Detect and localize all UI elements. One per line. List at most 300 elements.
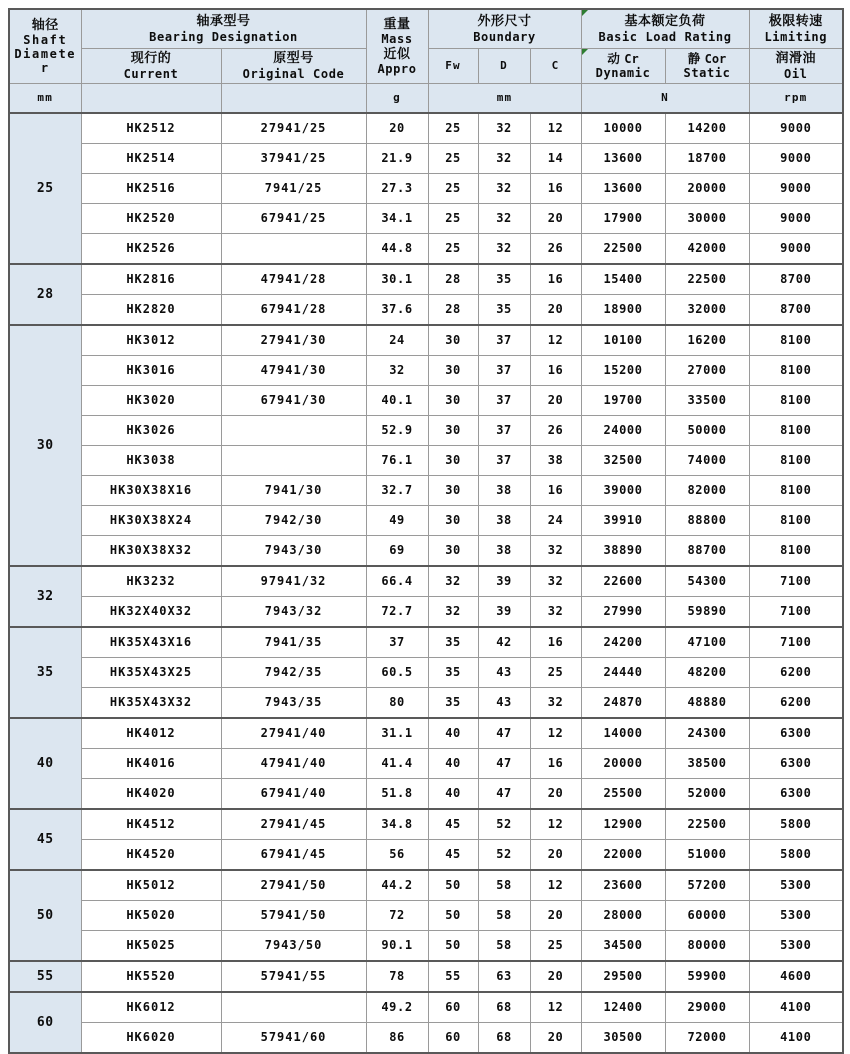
dynamic-load-cell[interactable]: 24440 [581, 658, 665, 688]
static-load-cell[interactable]: 20000 [665, 174, 749, 204]
static-load-cell[interactable]: 59890 [665, 597, 749, 628]
bearing-current-code-cell[interactable]: HK4512 [81, 809, 221, 840]
dynamic-load-cell[interactable]: 39910 [581, 506, 665, 536]
outer-diameter-cell[interactable]: 58 [478, 870, 530, 901]
fw-cell[interactable]: 35 [428, 658, 478, 688]
header-d-label: D [500, 58, 508, 72]
static-load-cell[interactable]: 54300 [665, 566, 749, 597]
fw-cell[interactable]: 28 [428, 264, 478, 295]
static-load-cell[interactable]: 50000 [665, 416, 749, 446]
static-load-cell[interactable]: 38500 [665, 749, 749, 779]
dynamic-load-cell[interactable]: 29500 [581, 961, 665, 992]
mass-cell[interactable]: 69 [366, 536, 428, 567]
outer-diameter-cell[interactable]: 58 [478, 931, 530, 962]
fw-cell[interactable]: 32 [428, 566, 478, 597]
bearing-original-code-cell[interactable]: 67941/45 [221, 840, 366, 871]
limiting-speed-cell[interactable]: 8100 [749, 325, 843, 356]
shaft-diameter-cell[interactable]: 28 [9, 264, 81, 325]
limiting-speed-cell[interactable]: 4100 [749, 992, 843, 1023]
bearing-current-code-cell[interactable]: HK4016 [81, 749, 221, 779]
outer-diameter-cell[interactable]: 63 [478, 961, 530, 992]
outer-diameter-cell[interactable]: 38 [478, 476, 530, 506]
bearing-original-code-cell[interactable]: 67941/25 [221, 204, 366, 234]
outer-diameter-cell[interactable]: 43 [478, 658, 530, 688]
bearing-original-code-cell[interactable]: 7943/50 [221, 931, 366, 962]
static-load-cell[interactable]: 52000 [665, 779, 749, 810]
static-load-cell[interactable]: 24300 [665, 718, 749, 749]
outer-diameter-cell[interactable]: 37 [478, 325, 530, 356]
shaft-diameter-cell[interactable]: 60 [9, 992, 81, 1053]
static-load-cell[interactable]: 51000 [665, 840, 749, 871]
bearing-original-code-cell[interactable]: 27941/50 [221, 870, 366, 901]
bearing-original-code-cell[interactable]: 47941/40 [221, 749, 366, 779]
bearing-current-code-cell[interactable]: HK3020 [81, 386, 221, 416]
static-load-cell[interactable]: 47100 [665, 627, 749, 658]
dynamic-load-cell[interactable]: 34500 [581, 931, 665, 962]
dynamic-load-cell[interactable]: 12400 [581, 992, 665, 1023]
bearing-original-code-cell[interactable]: 7941/35 [221, 627, 366, 658]
bearing-original-code-cell[interactable]: 7943/35 [221, 688, 366, 719]
header-unit-mass-label: g [393, 90, 401, 104]
dynamic-load-cell[interactable]: 22600 [581, 566, 665, 597]
outer-diameter-cell[interactable]: 39 [478, 597, 530, 628]
limiting-speed-cell[interactable]: 4600 [749, 961, 843, 992]
mass-cell[interactable]: 32.7 [366, 476, 428, 506]
width-cell[interactable]: 20 [530, 1023, 581, 1054]
width-cell[interactable]: 20 [530, 840, 581, 871]
fw-cell[interactable]: 50 [428, 931, 478, 962]
fw-cell[interactable]: 55 [428, 961, 478, 992]
outer-diameter-cell[interactable]: 47 [478, 779, 530, 810]
width-cell[interactable]: 24 [530, 506, 581, 536]
fw-cell[interactable]: 25 [428, 144, 478, 174]
mass-cell[interactable]: 56 [366, 840, 428, 871]
bearing-current-code-cell[interactable]: HK35X43X25 [81, 658, 221, 688]
width-cell[interactable]: 14 [530, 144, 581, 174]
limiting-speed-cell[interactable]: 7100 [749, 627, 843, 658]
dynamic-load-cell[interactable]: 24000 [581, 416, 665, 446]
bearing-current-code-cell[interactable]: HK3012 [81, 325, 221, 356]
mass-cell[interactable]: 37.6 [366, 295, 428, 326]
dynamic-load-cell[interactable]: 39000 [581, 476, 665, 506]
bearing-current-code-cell[interactable]: HK2514 [81, 144, 221, 174]
limiting-speed-cell[interactable]: 7100 [749, 566, 843, 597]
outer-diameter-cell[interactable]: 32 [478, 113, 530, 144]
fw-cell[interactable]: 50 [428, 870, 478, 901]
width-cell[interactable]: 16 [530, 174, 581, 204]
bearing-original-code-cell[interactable]: 7941/25 [221, 174, 366, 204]
shaft-diameter-cell[interactable]: 45 [9, 809, 81, 870]
width-cell[interactable]: 12 [530, 992, 581, 1023]
mass-cell[interactable]: 76.1 [366, 446, 428, 476]
dynamic-load-cell[interactable]: 12900 [581, 809, 665, 840]
width-cell[interactable]: 20 [530, 386, 581, 416]
fw-cell[interactable]: 30 [428, 536, 478, 567]
limiting-speed-cell[interactable]: 9000 [749, 234, 843, 265]
fw-cell[interactable]: 28 [428, 295, 478, 326]
bearing-current-code-cell[interactable]: HK4020 [81, 779, 221, 810]
width-cell[interactable]: 20 [530, 779, 581, 810]
mass-cell[interactable]: 21.9 [366, 144, 428, 174]
width-cell[interactable]: 12 [530, 870, 581, 901]
dynamic-load-cell[interactable]: 15200 [581, 356, 665, 386]
bearing-original-code-cell[interactable] [221, 416, 366, 446]
dynamic-load-cell[interactable]: 13600 [581, 144, 665, 174]
outer-diameter-cell[interactable]: 32 [478, 174, 530, 204]
dynamic-load-cell[interactable]: 13600 [581, 174, 665, 204]
static-load-cell[interactable]: 18700 [665, 144, 749, 174]
shaft-diameter-cell[interactable]: 32 [9, 566, 81, 627]
limiting-speed-cell[interactable]: 9000 [749, 174, 843, 204]
outer-diameter-cell[interactable]: 52 [478, 809, 530, 840]
mass-cell[interactable]: 78 [366, 961, 428, 992]
static-load-cell[interactable]: 48880 [665, 688, 749, 719]
mass-cell[interactable]: 27.3 [366, 174, 428, 204]
header-original-code [221, 49, 366, 84]
dynamic-load-cell[interactable]: 18900 [581, 295, 665, 326]
mass-cell[interactable]: 49 [366, 506, 428, 536]
outer-diameter-cell[interactable]: 47 [478, 718, 530, 749]
bearing-current-code-cell[interactable]: HK6012 [81, 992, 221, 1023]
limiting-speed-cell[interactable]: 5800 [749, 809, 843, 840]
header-original-code-en: Original Code [242, 66, 345, 81]
bearing-current-code-cell[interactable]: HK4520 [81, 840, 221, 871]
outer-diameter-cell[interactable]: 37 [478, 446, 530, 476]
dynamic-load-cell[interactable]: 14000 [581, 718, 665, 749]
shaft-diameter-cell[interactable]: 55 [9, 961, 81, 992]
outer-diameter-cell[interactable]: 52 [478, 840, 530, 871]
outer-diameter-cell[interactable]: 35 [478, 295, 530, 326]
bearing-current-code-cell[interactable]: HK30X38X16 [81, 476, 221, 506]
mass-cell[interactable]: 72 [366, 901, 428, 931]
limiting-speed-cell[interactable]: 7100 [749, 597, 843, 628]
bearing-current-code-cell[interactable]: HK35X43X16 [81, 627, 221, 658]
shaft-diameter-cell[interactable]: 25 [9, 113, 81, 264]
dynamic-load-cell[interactable]: 20000 [581, 749, 665, 779]
fw-cell[interactable]: 30 [428, 416, 478, 446]
mass-cell[interactable]: 41.4 [366, 749, 428, 779]
dynamic-load-cell[interactable]: 15400 [581, 264, 665, 295]
fw-cell[interactable]: 30 [428, 325, 478, 356]
static-load-cell[interactable]: 48200 [665, 658, 749, 688]
outer-diameter-cell[interactable]: 43 [478, 688, 530, 719]
mass-cell[interactable]: 30.1 [366, 264, 428, 295]
mass-cell[interactable]: 31.1 [366, 718, 428, 749]
bearing-original-code-cell[interactable]: 7942/30 [221, 506, 366, 536]
table-row [9, 536, 843, 567]
outer-diameter-cell[interactable]: 42 [478, 627, 530, 658]
bearing-original-code-cell[interactable]: 57941/60 [221, 1023, 366, 1054]
limiting-speed-cell[interactable]: 9000 [749, 113, 843, 144]
fw-cell[interactable]: 25 [428, 113, 478, 144]
fw-cell[interactable]: 25 [428, 174, 478, 204]
static-load-cell[interactable]: 88700 [665, 536, 749, 567]
bearing-original-code-cell[interactable]: 57941/50 [221, 901, 366, 931]
mass-cell[interactable]: 90.1 [366, 931, 428, 962]
width-cell[interactable]: 20 [530, 901, 581, 931]
static-load-cell[interactable]: 33500 [665, 386, 749, 416]
limiting-speed-cell[interactable]: 5300 [749, 870, 843, 901]
static-load-cell[interactable]: 32000 [665, 295, 749, 326]
bearing-original-code-cell[interactable] [221, 992, 366, 1023]
bearing-original-code-cell[interactable]: 67941/30 [221, 386, 366, 416]
static-load-cell[interactable]: 59900 [665, 961, 749, 992]
limiting-speed-cell[interactable]: 6300 [749, 718, 843, 749]
bearing-original-code-cell[interactable]: 7942/35 [221, 658, 366, 688]
bearing-original-code-cell[interactable]: 47941/28 [221, 264, 366, 295]
dynamic-load-cell[interactable]: 22000 [581, 840, 665, 871]
width-cell[interactable]: 16 [530, 749, 581, 779]
fw-cell[interactable]: 35 [428, 688, 478, 719]
width-cell[interactable]: 32 [530, 536, 581, 567]
static-load-cell[interactable]: 80000 [665, 931, 749, 962]
limiting-speed-cell[interactable]: 8100 [749, 416, 843, 446]
width-cell[interactable]: 20 [530, 961, 581, 992]
limiting-speed-cell[interactable]: 6300 [749, 749, 843, 779]
static-load-cell[interactable]: 74000 [665, 446, 749, 476]
outer-diameter-cell[interactable]: 58 [478, 901, 530, 931]
dynamic-load-cell[interactable]: 19700 [581, 386, 665, 416]
mass-cell[interactable]: 24 [366, 325, 428, 356]
mass-cell[interactable]: 51.8 [366, 779, 428, 810]
bearing-current-code-cell[interactable]: HK35X43X32 [81, 688, 221, 719]
table-row [9, 566, 843, 597]
bearing-original-code-cell[interactable]: 7941/30 [221, 476, 366, 506]
fw-cell[interactable]: 60 [428, 992, 478, 1023]
outer-diameter-cell[interactable]: 38 [478, 536, 530, 567]
limiting-speed-cell[interactable]: 5300 [749, 901, 843, 931]
limiting-speed-cell[interactable]: 8100 [749, 356, 843, 386]
dynamic-load-cell[interactable]: 32500 [581, 446, 665, 476]
header-row-top [9, 9, 843, 49]
bearing-original-code-cell[interactable]: 67941/40 [221, 779, 366, 810]
mass-cell[interactable]: 66.4 [366, 566, 428, 597]
bearing-original-code-cell[interactable]: 7943/30 [221, 536, 366, 567]
table-row [9, 506, 843, 536]
bearing-current-code-cell[interactable]: HK30X38X32 [81, 536, 221, 567]
width-cell[interactable]: 16 [530, 264, 581, 295]
width-cell[interactable]: 25 [530, 931, 581, 962]
mass-cell[interactable]: 52.9 [366, 416, 428, 446]
bearing-original-code-cell[interactable]: 27941/45 [221, 809, 366, 840]
header-lubrication-oil [749, 49, 843, 84]
bearing-current-code-cell[interactable]: HK2512 [81, 113, 221, 144]
limiting-speed-cell[interactable]: 9000 [749, 144, 843, 174]
static-load-cell[interactable]: 22500 [665, 809, 749, 840]
shaft-diameter-cell[interactable]: 40 [9, 718, 81, 809]
bearing-current-code-cell[interactable]: HK2820 [81, 295, 221, 326]
bearing-current-code-cell[interactable]: HK30X38X24 [81, 506, 221, 536]
fw-cell[interactable]: 25 [428, 204, 478, 234]
bearing-original-code-cell[interactable]: 57941/55 [221, 961, 366, 992]
fw-cell[interactable]: 45 [428, 840, 478, 871]
width-cell[interactable]: 12 [530, 809, 581, 840]
fw-cell[interactable]: 30 [428, 506, 478, 536]
bearing-current-code-cell[interactable]: HK2816 [81, 264, 221, 295]
fw-cell[interactable]: 25 [428, 234, 478, 265]
dynamic-load-cell[interactable]: 27990 [581, 597, 665, 628]
fw-cell[interactable]: 60 [428, 1023, 478, 1054]
width-cell[interactable]: 26 [530, 234, 581, 265]
bearing-current-code-cell[interactable]: HK2516 [81, 174, 221, 204]
outer-diameter-cell[interactable]: 37 [478, 416, 530, 446]
bearing-original-code-cell[interactable]: 47941/30 [221, 356, 366, 386]
width-cell[interactable]: 16 [530, 476, 581, 506]
bearing-current-code-cell[interactable]: HK2520 [81, 204, 221, 234]
static-load-cell[interactable]: 60000 [665, 901, 749, 931]
width-cell[interactable]: 16 [530, 356, 581, 386]
width-cell[interactable]: 12 [530, 113, 581, 144]
outer-diameter-cell[interactable]: 68 [478, 1023, 530, 1054]
mass-cell[interactable]: 40.1 [366, 386, 428, 416]
bearing-current-code-cell[interactable]: HK3038 [81, 446, 221, 476]
fw-cell[interactable]: 40 [428, 749, 478, 779]
mass-cell[interactable]: 86 [366, 1023, 428, 1054]
static-load-cell[interactable]: 82000 [665, 476, 749, 506]
bearing-original-code-cell[interactable]: 27941/25 [221, 113, 366, 144]
limiting-speed-cell[interactable]: 8700 [749, 264, 843, 295]
dynamic-load-cell[interactable]: 22500 [581, 234, 665, 265]
static-load-cell[interactable]: 57200 [665, 870, 749, 901]
width-cell[interactable]: 32 [530, 688, 581, 719]
dynamic-load-cell[interactable]: 10000 [581, 113, 665, 144]
limiting-speed-cell[interactable]: 6300 [749, 779, 843, 810]
limiting-speed-cell[interactable]: 6200 [749, 688, 843, 719]
limiting-speed-cell[interactable]: 8100 [749, 386, 843, 416]
dynamic-load-cell[interactable]: 24200 [581, 627, 665, 658]
bearing-original-code-cell[interactable]: 27941/30 [221, 325, 366, 356]
outer-diameter-cell[interactable]: 37 [478, 386, 530, 416]
bearing-original-code-cell[interactable]: 67941/28 [221, 295, 366, 326]
bearing-current-code-cell[interactable]: HK32X40X32 [81, 597, 221, 628]
bearing-original-code-cell[interactable]: 97941/32 [221, 566, 366, 597]
dynamic-load-cell[interactable]: 38890 [581, 536, 665, 567]
limiting-speed-cell[interactable]: 6200 [749, 658, 843, 688]
outer-diameter-cell[interactable]: 37 [478, 356, 530, 386]
fw-cell[interactable]: 32 [428, 597, 478, 628]
bearing-original-code-cell[interactable]: 7943/32 [221, 597, 366, 628]
width-cell[interactable]: 20 [530, 295, 581, 326]
bearing-current-code-cell[interactable]: HK5520 [81, 961, 221, 992]
mass-cell[interactable]: 60.5 [366, 658, 428, 688]
bearing-current-code-cell[interactable]: HK2526 [81, 234, 221, 265]
outer-diameter-cell[interactable]: 32 [478, 204, 530, 234]
static-load-cell[interactable]: 30000 [665, 204, 749, 234]
fw-cell[interactable]: 50 [428, 901, 478, 931]
static-load-cell[interactable]: 29000 [665, 992, 749, 1023]
limiting-speed-cell[interactable]: 4100 [749, 1023, 843, 1054]
dynamic-load-cell[interactable]: 25500 [581, 779, 665, 810]
fw-cell[interactable]: 30 [428, 446, 478, 476]
static-load-cell[interactable]: 14200 [665, 113, 749, 144]
dynamic-load-cell[interactable]: 28000 [581, 901, 665, 931]
mass-cell[interactable]: 44.2 [366, 870, 428, 901]
mass-cell[interactable]: 32 [366, 356, 428, 386]
outer-diameter-cell[interactable]: 32 [478, 144, 530, 174]
limiting-speed-cell[interactable]: 5800 [749, 840, 843, 871]
bearing-original-code-cell[interactable]: 27941/40 [221, 718, 366, 749]
limiting-speed-cell[interactable]: 8100 [749, 536, 843, 567]
limiting-speed-cell[interactable]: 5300 [749, 931, 843, 962]
static-load-cell[interactable]: 16200 [665, 325, 749, 356]
mass-cell[interactable]: 80 [366, 688, 428, 719]
width-cell[interactable]: 32 [530, 566, 581, 597]
fw-cell[interactable]: 40 [428, 779, 478, 810]
outer-diameter-cell[interactable]: 35 [478, 264, 530, 295]
limiting-speed-cell[interactable]: 9000 [749, 204, 843, 234]
mass-cell[interactable]: 34.8 [366, 809, 428, 840]
mass-cell[interactable]: 20 [366, 113, 428, 144]
table-row [9, 113, 843, 144]
fw-cell[interactable]: 30 [428, 476, 478, 506]
bearing-current-code-cell[interactable]: HK4012 [81, 718, 221, 749]
fw-cell[interactable]: 35 [428, 627, 478, 658]
width-cell[interactable]: 32 [530, 597, 581, 628]
outer-diameter-cell[interactable]: 68 [478, 992, 530, 1023]
mass-cell[interactable]: 37 [366, 627, 428, 658]
mass-cell[interactable]: 72.7 [366, 597, 428, 628]
dynamic-load-cell[interactable]: 30500 [581, 1023, 665, 1054]
fw-cell[interactable]: 30 [428, 386, 478, 416]
static-load-cell[interactable]: 22500 [665, 264, 749, 295]
bearing-current-code-cell[interactable]: HK3016 [81, 356, 221, 386]
mass-cell[interactable]: 49.2 [366, 992, 428, 1023]
outer-diameter-cell[interactable]: 47 [478, 749, 530, 779]
static-load-cell[interactable]: 27000 [665, 356, 749, 386]
outer-diameter-cell[interactable]: 32 [478, 234, 530, 265]
mass-cell[interactable]: 44.8 [366, 234, 428, 265]
outer-diameter-cell[interactable]: 39 [478, 566, 530, 597]
bearing-original-code-cell[interactable] [221, 446, 366, 476]
limiting-speed-cell[interactable]: 8100 [749, 476, 843, 506]
bearing-original-code-cell[interactable]: 37941/25 [221, 144, 366, 174]
fw-cell[interactable]: 45 [428, 809, 478, 840]
dynamic-load-cell[interactable]: 24870 [581, 688, 665, 719]
dynamic-load-cell[interactable]: 23600 [581, 870, 665, 901]
header-lubrication-oil-cn: 润滑油 [775, 51, 817, 67]
width-cell[interactable]: 16 [530, 627, 581, 658]
shaft-diameter-cell[interactable]: 50 [9, 870, 81, 961]
bearing-current-code-cell[interactable]: HK3232 [81, 566, 221, 597]
bearing-current-code-cell[interactable]: HK3026 [81, 416, 221, 446]
fw-cell[interactable]: 40 [428, 718, 478, 749]
static-load-cell[interactable]: 88800 [665, 506, 749, 536]
bearing-current-code-cell[interactable]: HK5025 [81, 931, 221, 962]
outer-diameter-cell[interactable]: 38 [478, 506, 530, 536]
fw-cell[interactable]: 30 [428, 356, 478, 386]
static-load-cell[interactable]: 72000 [665, 1023, 749, 1054]
mass-cell[interactable]: 34.1 [366, 204, 428, 234]
width-cell[interactable]: 12 [530, 325, 581, 356]
bearing-current-code-cell[interactable]: HK5012 [81, 870, 221, 901]
bearing-current-code-cell[interactable]: HK5020 [81, 901, 221, 931]
width-cell[interactable]: 38 [530, 446, 581, 476]
width-cell[interactable]: 26 [530, 416, 581, 446]
dynamic-load-cell[interactable]: 17900 [581, 204, 665, 234]
shaft-diameter-cell[interactable]: 35 [9, 627, 81, 718]
width-cell[interactable]: 20 [530, 204, 581, 234]
shaft-diameter-cell[interactable]: 30 [9, 325, 81, 566]
bearing-original-code-cell[interactable] [221, 234, 366, 265]
dynamic-load-cell[interactable]: 10100 [581, 325, 665, 356]
bearing-current-code-cell[interactable]: HK6020 [81, 1023, 221, 1054]
limiting-speed-cell[interactable]: 8100 [749, 446, 843, 476]
width-cell[interactable]: 12 [530, 718, 581, 749]
width-cell[interactable]: 25 [530, 658, 581, 688]
limiting-speed-cell[interactable]: 8700 [749, 295, 843, 326]
limiting-speed-cell[interactable]: 8100 [749, 506, 843, 536]
static-load-cell[interactable]: 42000 [665, 234, 749, 265]
